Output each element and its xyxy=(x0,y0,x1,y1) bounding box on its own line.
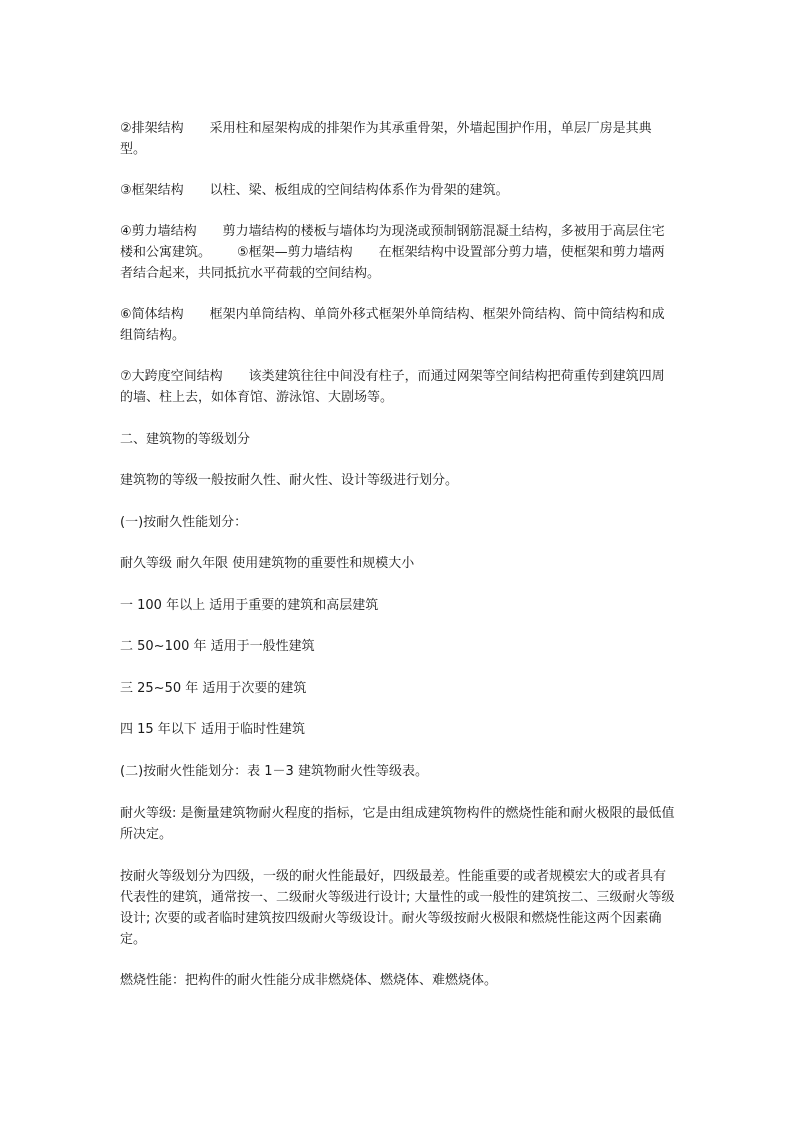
durability-row: 三 25~50 年 适用于次要的建筑 xyxy=(120,681,307,696)
paragraph-shear-wall-structure xyxy=(120,221,676,284)
text-line: 建筑物的等级一般按耐久性、耐火性、设计等级进行划分。 xyxy=(120,473,459,488)
paragraph-heading: ④剪力墙结构 xyxy=(120,224,197,239)
subsection-heading: (一)按耐久性能划分： xyxy=(120,515,248,530)
paragraph-fire-classification: 按耐火等级划分为四级，一级的耐火性能最好，四级最差。性能重要的或者规模宏大的或者具有代表性的建筑，通常按一、二级耐火等级进行设计; 大量性的或一般性的建筑按二、三级耐火等级设计; 次要的或者临时建筑按四级耐火等级设计。耐火等级按耐火极限和燃烧性能这两个因素确定。 xyxy=(120,869,675,947)
paragraph-text: 在框架结构中设置部分剪力墙，使框架和剪力墙两者结合起来，共同抵抗水平荷载的空间结构。 xyxy=(120,245,665,281)
durability-row: 一 100 年以上 适用于重要的建筑和高层建筑 xyxy=(120,598,379,613)
paragraph-heading: ⑦大跨度空间结构 xyxy=(120,369,223,384)
paragraph-tube-structure xyxy=(120,304,676,346)
paragraph-text: 以柱、梁、板组成的空间结构体系作为骨架的建筑。 xyxy=(209,183,509,198)
subsection-heading: (二)按耐火性能划分：表 1－3 建筑物耐火性等级表。 xyxy=(120,764,428,779)
paragraph-bent-structure xyxy=(120,118,676,160)
paragraph-fire-rating: 耐火等级: 是衡量建筑物耐火程度的指标，它是由组成建筑物构件的燃烧性能和耐火极限的最低值所决定。 xyxy=(120,806,675,842)
durability-row: 四 15 年以下 适用于临时性建筑 xyxy=(120,722,305,737)
paragraph-heading: ③框架结构 xyxy=(120,183,184,198)
paragraph-heading: ⑥简体结构 xyxy=(120,307,184,322)
paragraph-combustion-performance: 燃烧性能：把构件的耐火性能分成非燃烧体、燃烧体、难燃烧体。 xyxy=(120,973,498,988)
paragraph-heading: ②排架结构 xyxy=(120,121,184,136)
paragraph-text: 框架内单筒结构、单筒外移式框架外单筒结构、框架外筒结构、筒中筒结构和成组筒结构。 xyxy=(120,307,665,343)
paragraph-text: 剪力墙结构的楼板与墙体均为现浇或预制钢筋混凝土结构，多被用于高层住宅楼和公寓建筑。 xyxy=(120,224,665,260)
paragraph-long-span-structure xyxy=(120,366,676,408)
paragraph-text: 该类建筑往往中间没有柱子，而通过网架等空间结构把荷重传到建筑四周的墙、柱上去，如体育馆、游泳馆、大剧场等。 xyxy=(120,369,665,405)
section-heading: 二、建筑物的等级划分 xyxy=(120,432,251,447)
durability-row: 二 50~100 年 适用于一般性建筑 xyxy=(120,639,315,654)
paragraph-text: 采用柱和屋架构成的排架作为其承重骨架，外墙起围护作用，单层厂房是其典型。 xyxy=(120,121,652,157)
paragraph-frame-structure xyxy=(120,180,676,201)
durability-table-header: 耐久等级 耐久年限 使用建筑物的重要性和规模大小 xyxy=(120,556,415,571)
paragraph-heading: ⑤框架—剪力墙结构 xyxy=(237,245,353,260)
